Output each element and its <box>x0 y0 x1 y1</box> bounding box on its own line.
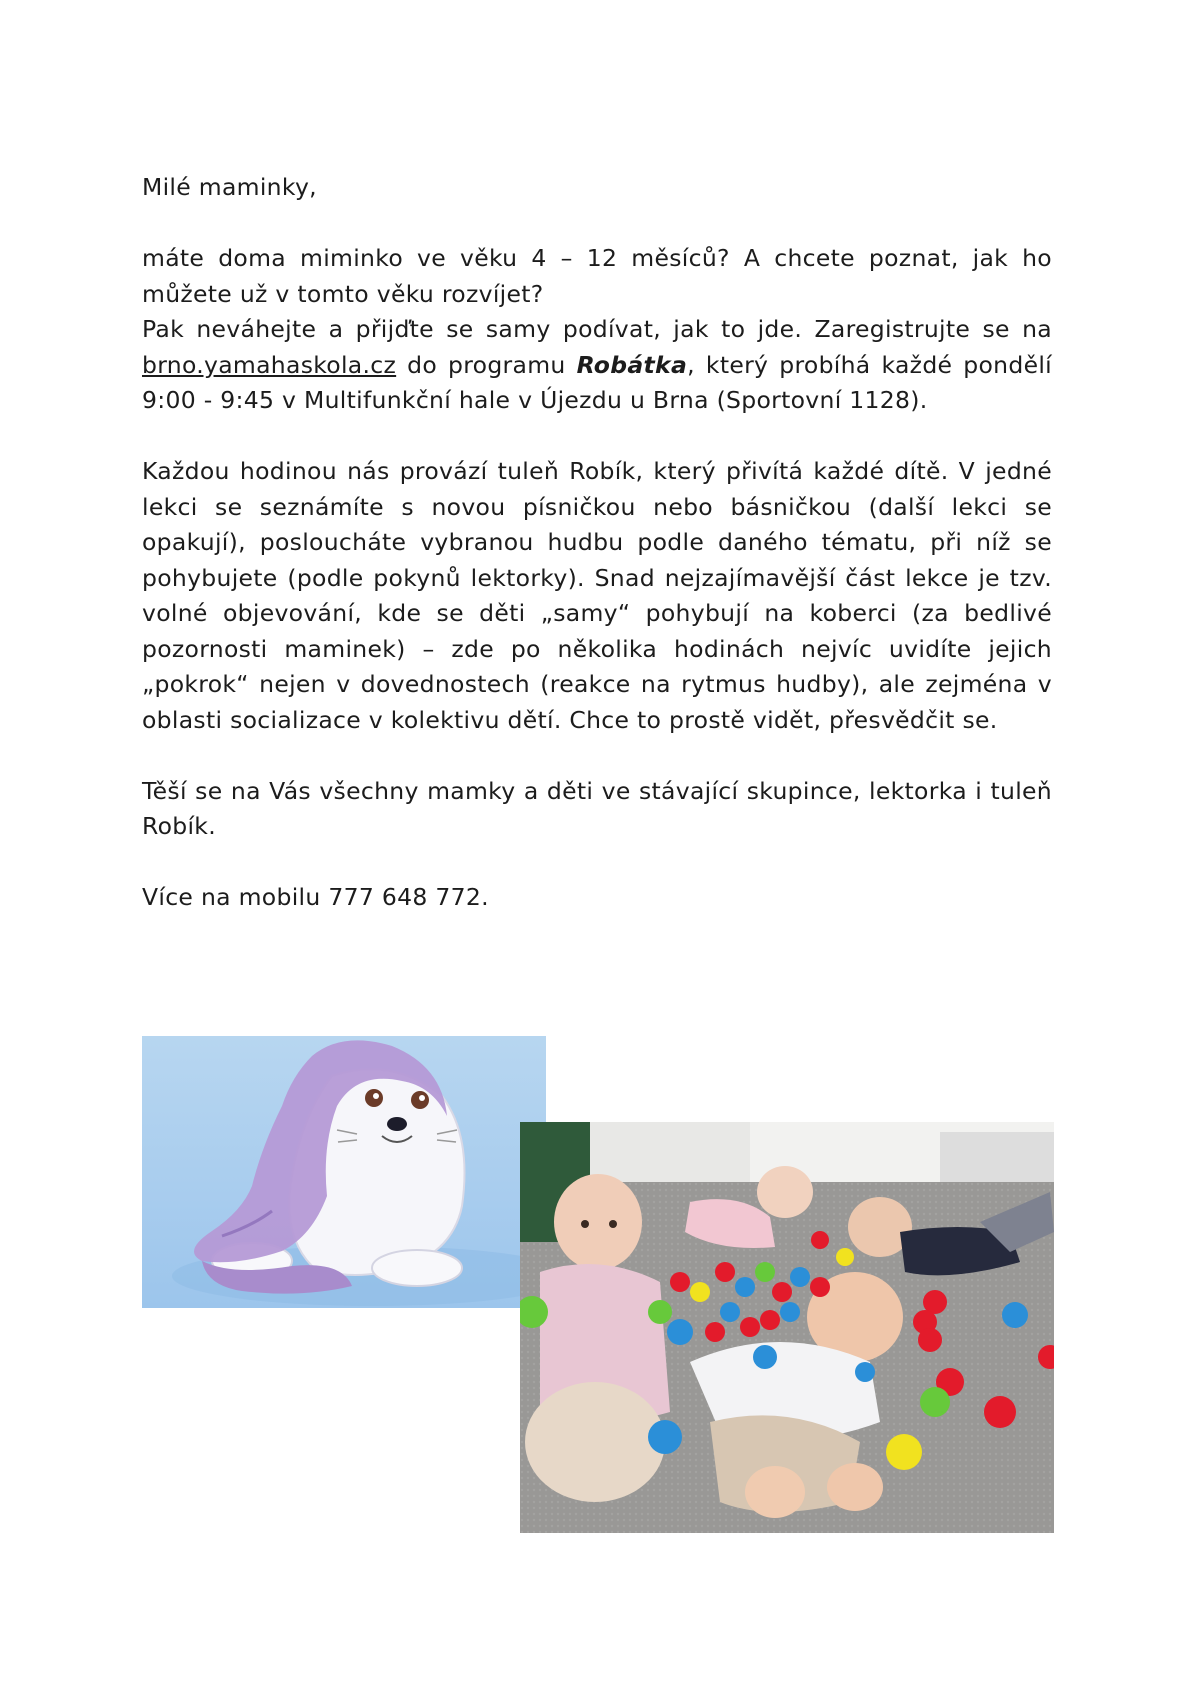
invitation-text-mid: do programu <box>396 350 577 379</box>
seal-drawing <box>142 1036 546 1308</box>
babies-playing-photo <box>520 1122 1054 1533</box>
paragraph-lesson-description: Každou hodinou nás provází tuleň Robík, který přivítá každé dítě. V jedné lekci se seznámíte s novou písničkou nebo básničkou (další lekci se opakují), posloucháte vybranou hudbu podle daného tématu, při níž se pohybujete (podle pokynů lektorky). Snad nejzajímavější část lekce je tzv. volné objevování, kde se děti „samy“ pohybují na koberci (za bedlivé pozornosti maminek) – zde po několika hodinách nejvíc uvidíte jejich „pokrok“ nejen v dovednostech (reakce na rytmus hudby), ale zejména v oblasti socializace v kolektivu dětí. Chce to prostě vidět, přesvědčit se. <box>142 457 1052 734</box>
paragraph-contact: Více na mobilu 777 648 772. <box>142 883 489 911</box>
paragraph-closing: Těší se na Vás všechny mamky a děti ve stávající skupince, lektorka i tuleň Robík. <box>142 776 1052 840</box>
letter-body <box>142 170 1052 951</box>
paragraph-invitation <box>142 241 1052 419</box>
seal-illustration <box>142 1036 546 1308</box>
invitation-text-end: , který probíhá každé pondělí 9:00 - 9:45 v Multifunkční hale v Újezdu u Brna (Sportovní 1128). <box>142 350 1052 414</box>
invitation-question: máte doma miminko ve věku 4 – 12 měsíců? A chcete poznat, jak ho můžete už v tomto věku rozvíjet? <box>142 244 1052 308</box>
invitation-text-start: Pak neváhejte a přijďte se samy podívat, jak to jde. Zaregistrujte se na <box>142 315 1052 343</box>
babies-photo-drawing <box>520 1122 1054 1533</box>
program-name: Robátka <box>576 350 688 379</box>
website-link[interactable]: brno.yamahaskola.cz <box>142 350 397 379</box>
greeting: Milé maminky, <box>142 173 317 201</box>
